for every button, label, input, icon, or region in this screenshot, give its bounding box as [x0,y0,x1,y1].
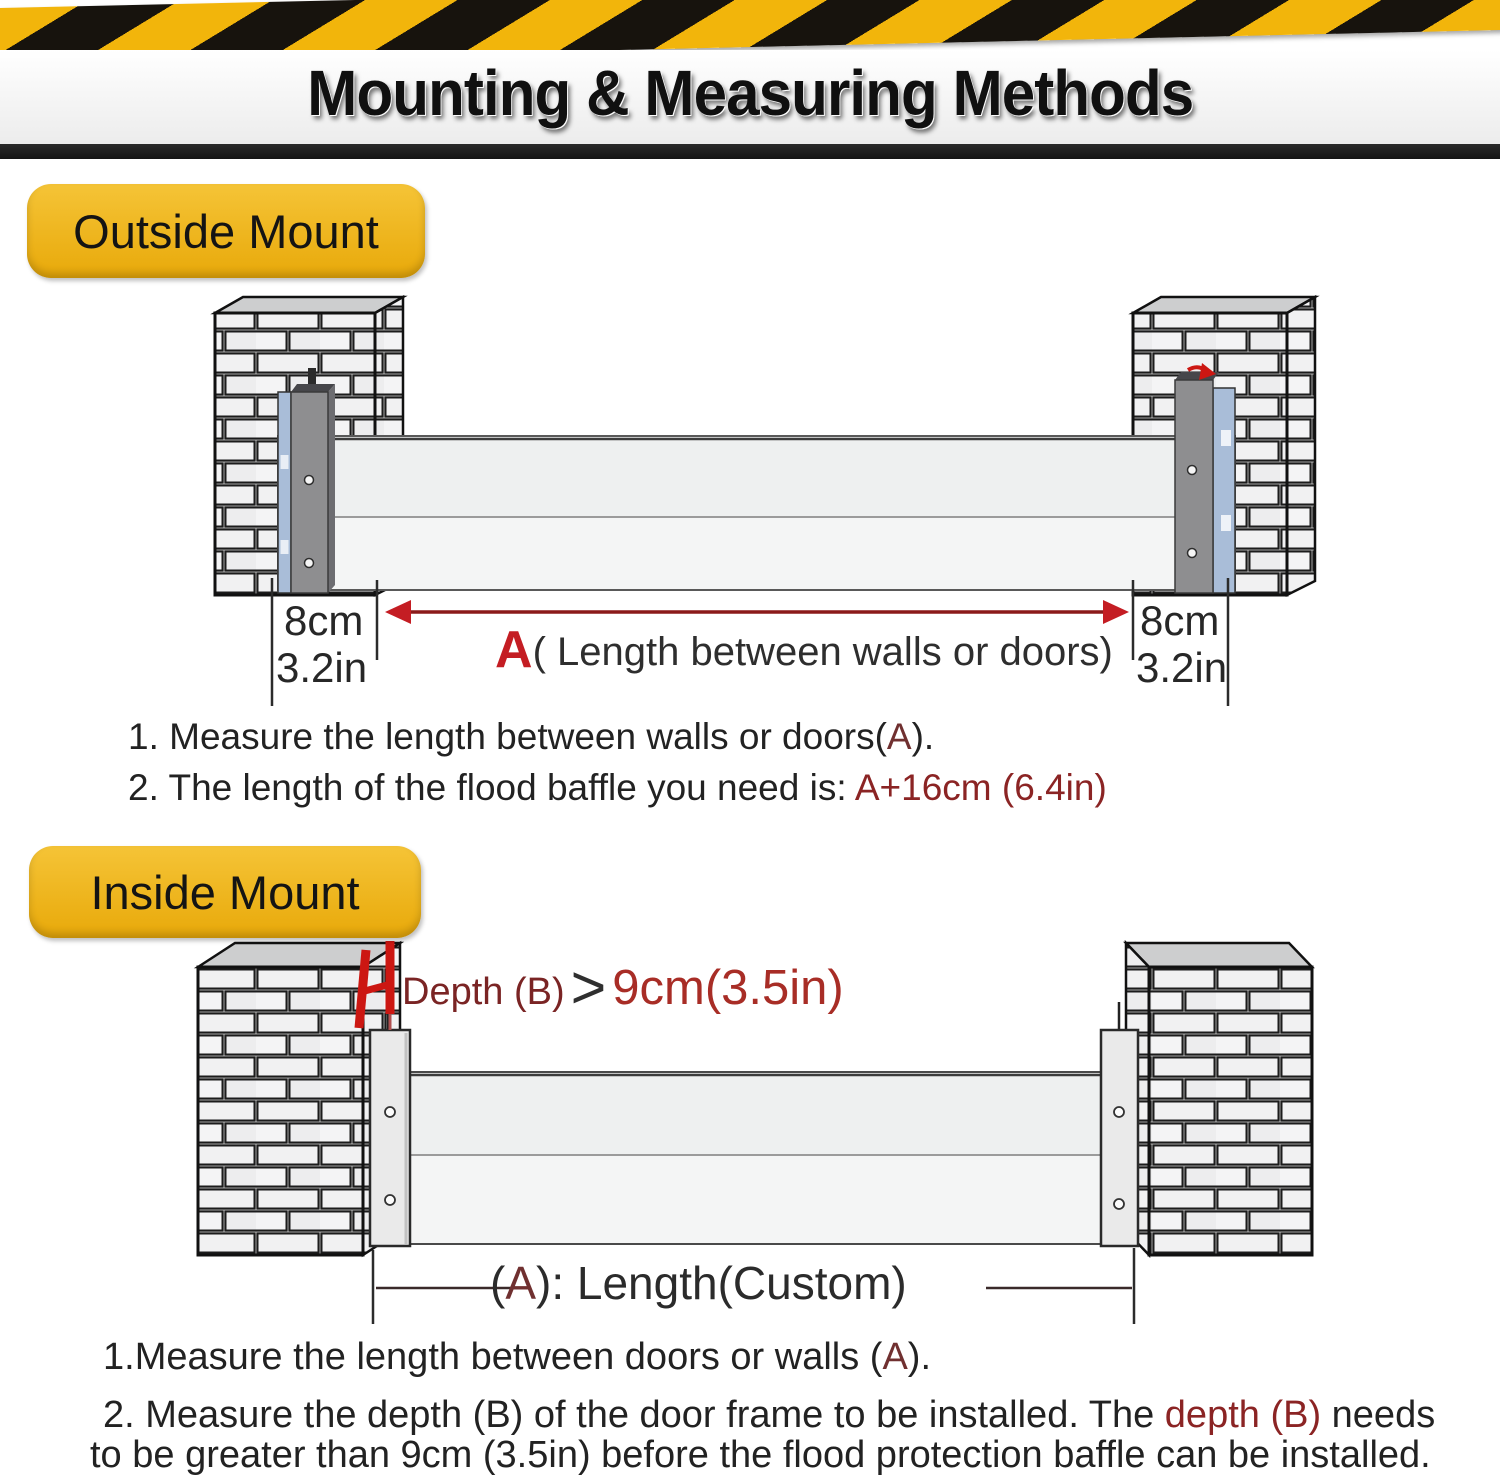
inside-right-channel [1101,1002,1138,1246]
inside-left-channel [370,1002,410,1246]
inside-right-pillar [1126,943,1312,1255]
outside-mount-badge [27,184,425,278]
outside-left-bracket [291,368,335,593]
inside-step-1: 1.Measure the length between doors or walls (A). [103,1336,932,1378]
page-title-text: Mounting & Measuring Methods [306,57,1194,129]
outside-span-label [495,620,1113,680]
outside-step-2: 2. The length of the flood baffle you need is: A+16cm (6.4in) [128,767,1107,808]
span-marker-a: A [505,1257,537,1309]
screw-hole [1114,1199,1124,1209]
screw-hole [1188,466,1197,475]
outside-mount-badge-label: Outside Mount [73,204,379,258]
depth-label-value: 9cm(3.5in) [612,961,844,1015]
screw-hole [305,476,314,485]
outside-left-gasket [278,392,291,593]
depth-label [402,948,844,1021]
screw-hole [1114,1107,1124,1117]
inside-step-2-cont: to be greater than 9cm (3.5in) before the flood protection baffle can be installed. [90,1434,1431,1475]
inside-flood-barrier [410,1072,1101,1244]
right-offset-cm: 8cm [1140,597,1220,644]
outside-step-1: 1. Measure the length between walls or doors(A). [128,716,935,757]
span-label-text: ( Length between walls or doors) [532,630,1113,674]
outside-flood-barrier [278,436,1235,590]
left-offset-inch: 3.2in [276,644,368,691]
depth-label-name: Depth (B) [402,971,565,1013]
inside-mount-badge [29,846,421,938]
greater-than-sign: > [570,953,607,1021]
screw-hole [1188,549,1197,558]
span-marker-a: A [495,621,533,679]
screw-hole [385,1195,395,1205]
inside-step-2: 2. Measure the depth (B) of the door frame to be installed. The depth (B) needs [103,1394,1436,1436]
inside-mount-badge-label: Inside Mount [90,865,360,919]
outside-right-bracket [1175,372,1219,593]
inside-span-label: (A): Length(Custom) [490,1257,907,1309]
right-offset-inch: 3.2in [1136,644,1228,691]
outside-right-gasket [1213,388,1235,593]
screw-hole [385,1107,395,1117]
left-offset-cm: 8cm [284,597,364,644]
screw-hole [305,559,314,568]
